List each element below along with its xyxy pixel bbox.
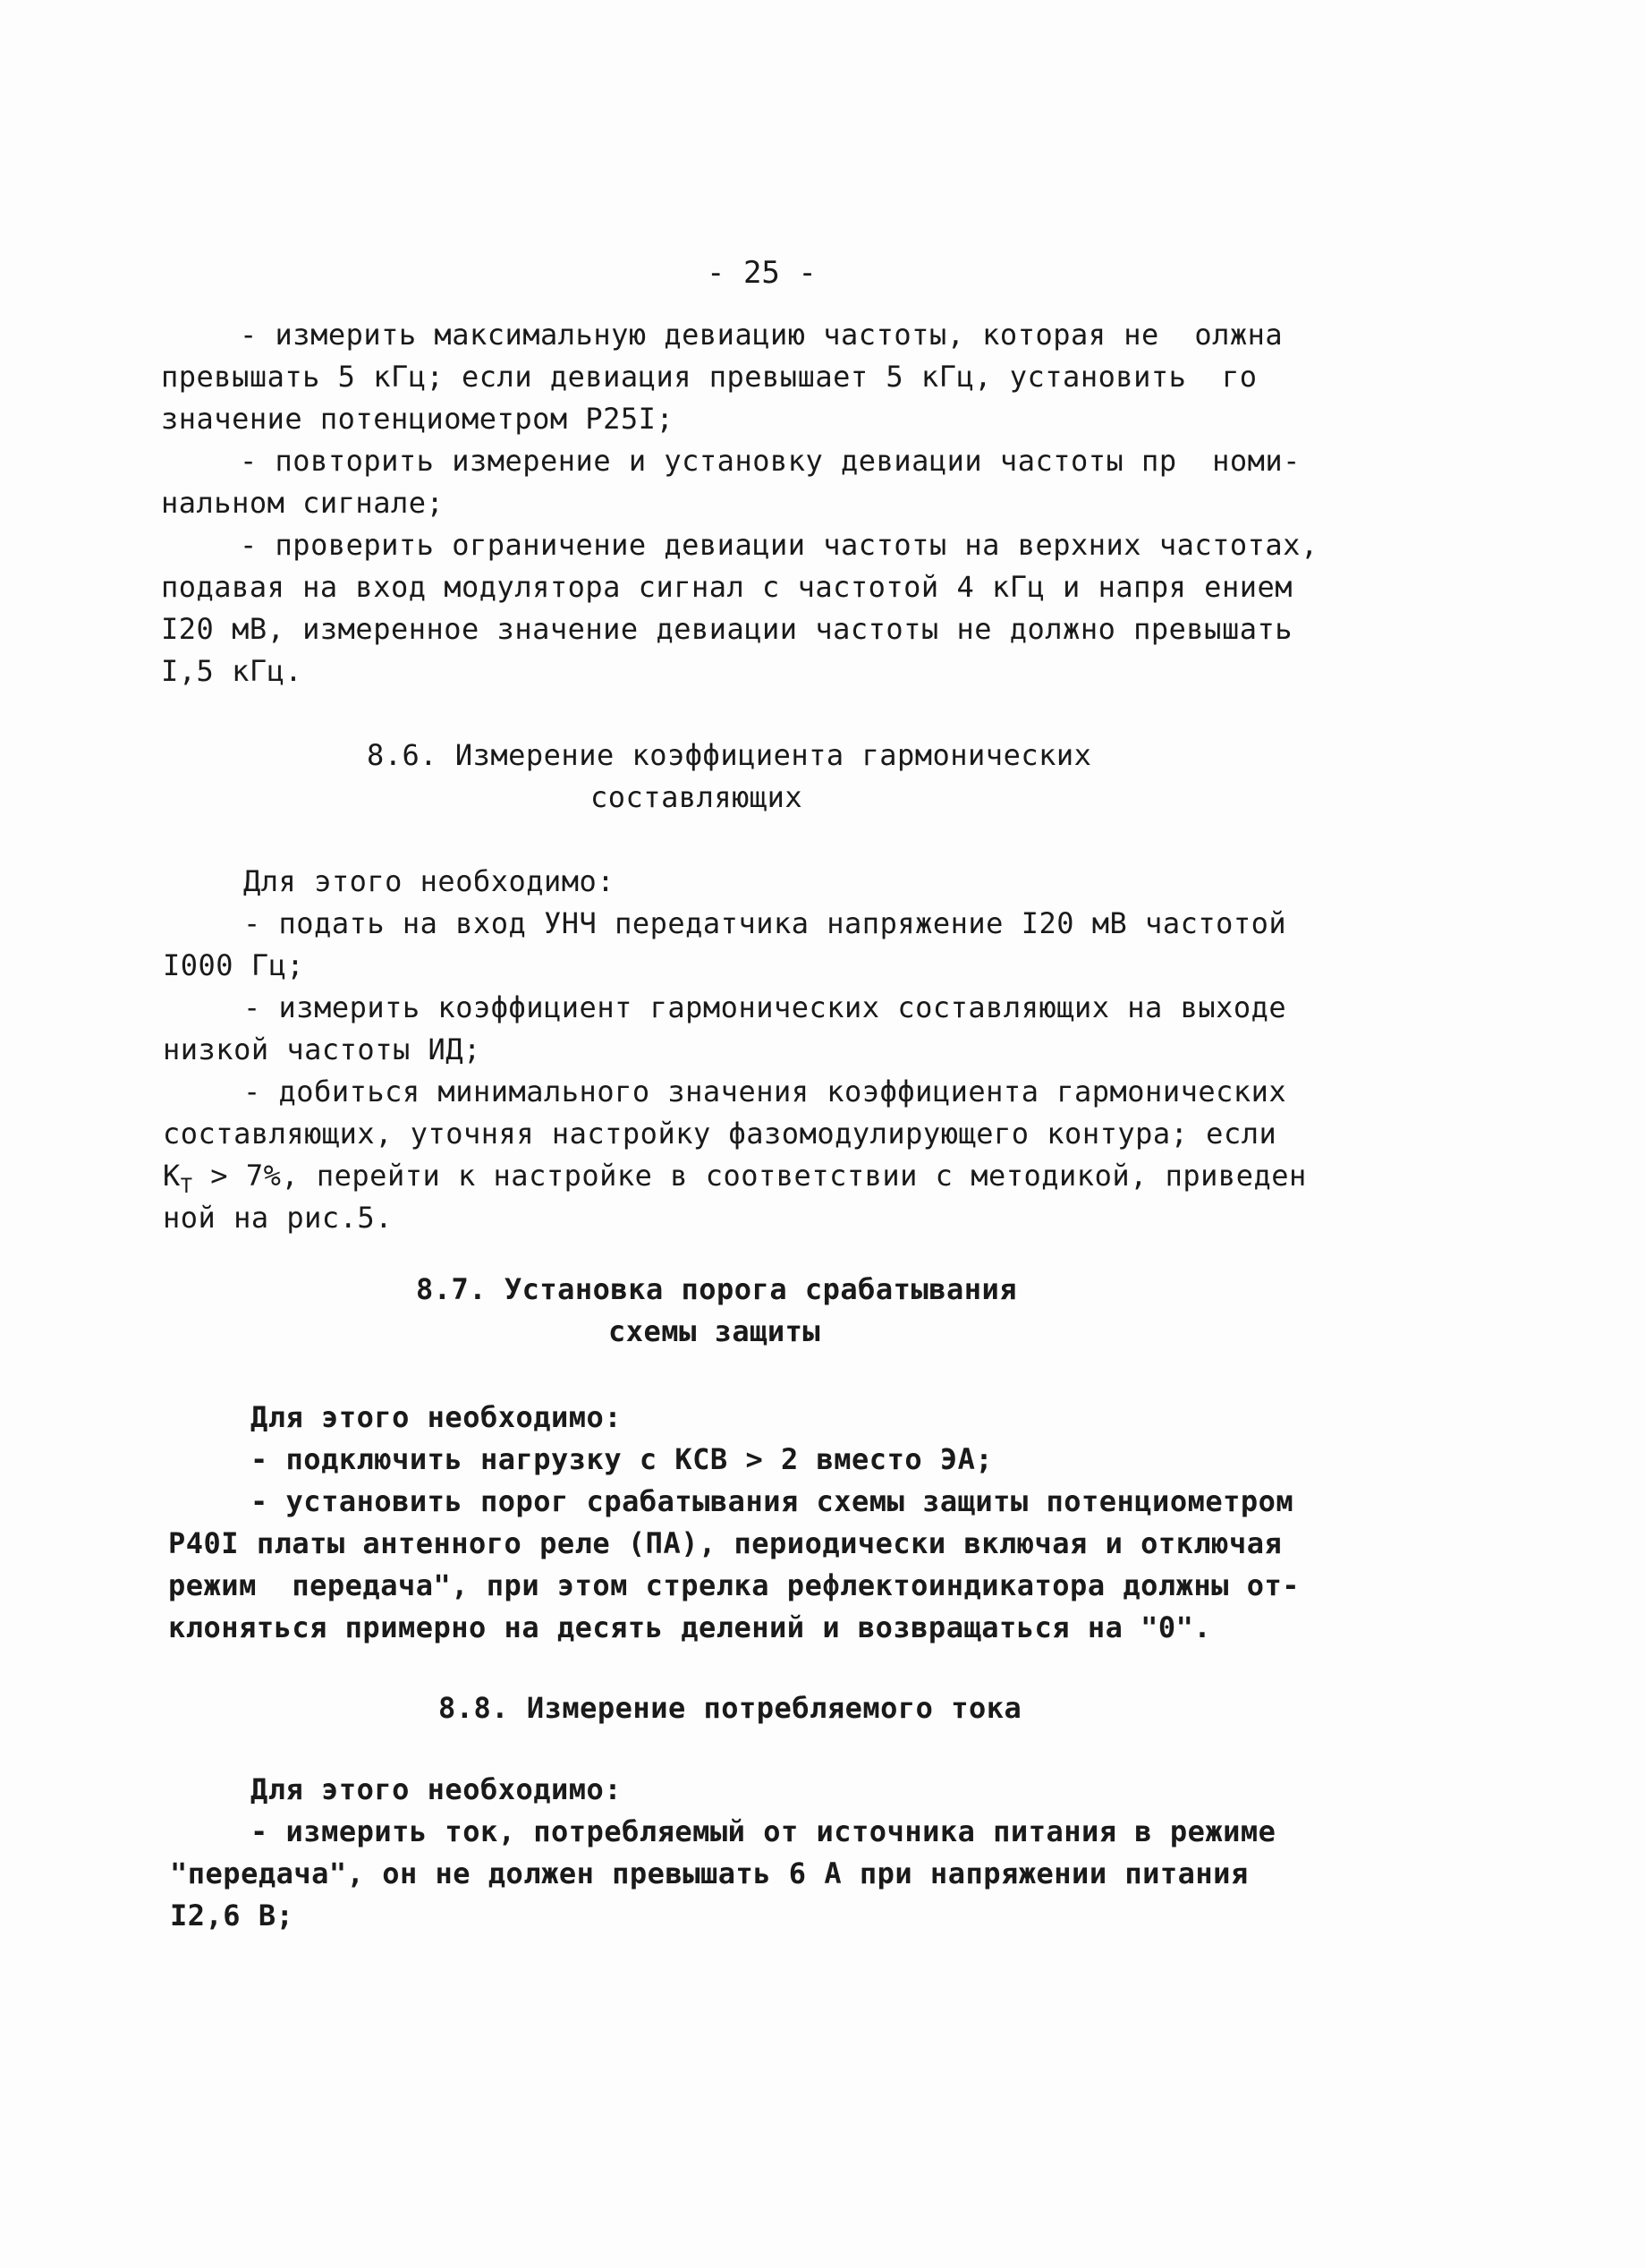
paragraph-line: - измерить ток, потребляемый от источника питания в режиме <box>250 1814 1276 1848</box>
paragraph-line <box>163 1161 1307 1197</box>
paragraph-line: подавая на вход модулятора сигнал с частотой 4 кГц и напря ением <box>161 570 1293 604</box>
paragraph-line: низкой частоты ИД; <box>163 1032 481 1066</box>
paragraph-line: ной на рис.5. <box>163 1201 393 1235</box>
paragraph-line: режим передача", при этом стрелка рефлектоиндикатора должны от- <box>168 1568 1300 1602</box>
kt-subscript: Т <box>180 1176 193 1198</box>
kt-condition-text: > 7%, перейти к настройке в соответствии с методикой, приведен <box>192 1159 1307 1193</box>
paragraph-line: Р40I платы антенного реле (ПА), периодически включая и отключая <box>168 1526 1283 1560</box>
paragraph-line: - проверить ограничение девиации частоты на верхних частотах, <box>240 528 1319 562</box>
section-intro: Для этого необходимо: <box>243 864 615 898</box>
page-number: - 25 - <box>707 255 817 291</box>
paragraph-line: - подать на вход УНЧ передатчика напряжение I20 мВ частотой <box>243 906 1287 940</box>
section-heading: составляющих <box>590 780 803 814</box>
section-intro: Для этого необходимо: <box>250 1400 623 1434</box>
section-heading: 8.7. Установка порога срабатывания <box>416 1272 1018 1306</box>
kt-symbol: К <box>163 1159 181 1193</box>
paragraph-line: - добиться минимального значения коэффициента гармонических <box>243 1075 1287 1109</box>
paragraph-line: клоняться примерно на десять делений и возвращаться на "0". <box>168 1610 1212 1644</box>
section-heading: схемы защиты <box>608 1314 821 1348</box>
paragraph-line: - подключить нагрузку с КСВ > 2 вместо ЭА; <box>250 1442 994 1476</box>
section-intro: Для этого необходимо: <box>250 1772 623 1806</box>
paragraph-line: I20 мВ, измеренное значение девиации частоты не должно превышать <box>161 612 1293 646</box>
paragraph-line: "передача", он не должен превышать 6 А при напряжении питания <box>170 1856 1249 1890</box>
paragraph-line: - установить порог срабатывания схемы защиты потенциометром <box>250 1484 1294 1518</box>
paragraph-line: значение потенциометром Р25I; <box>161 402 674 436</box>
paragraph-line: - повторить измерение и установку девиации частоты пр номи- <box>240 444 1301 478</box>
section-heading: 8.8. Измерение потребляемого тока <box>438 1691 1022 1725</box>
paragraph-line: - измерить коэффициент гармонических составляющих на выходе <box>243 990 1287 1024</box>
paragraph-line: I2,6 В; <box>170 1898 294 1932</box>
paragraph-line: превышать 5 кГц; если девиация превышает 5 кГц, установить го <box>161 360 1258 394</box>
paragraph-line: нальном сигнале; <box>161 486 445 520</box>
paragraph-line: - измерить максимальную девиацию частоты, которая не олжна <box>240 318 1284 352</box>
paragraph-line: I000 Гц; <box>163 948 305 982</box>
section-heading: 8.6. Измерение коэффициента гармонических <box>367 738 1092 772</box>
paragraph-line: I,5 кГц. <box>161 654 303 688</box>
paragraph-line: составляющих, уточняя настройку фазомодулирующего контура; если <box>163 1117 1277 1151</box>
